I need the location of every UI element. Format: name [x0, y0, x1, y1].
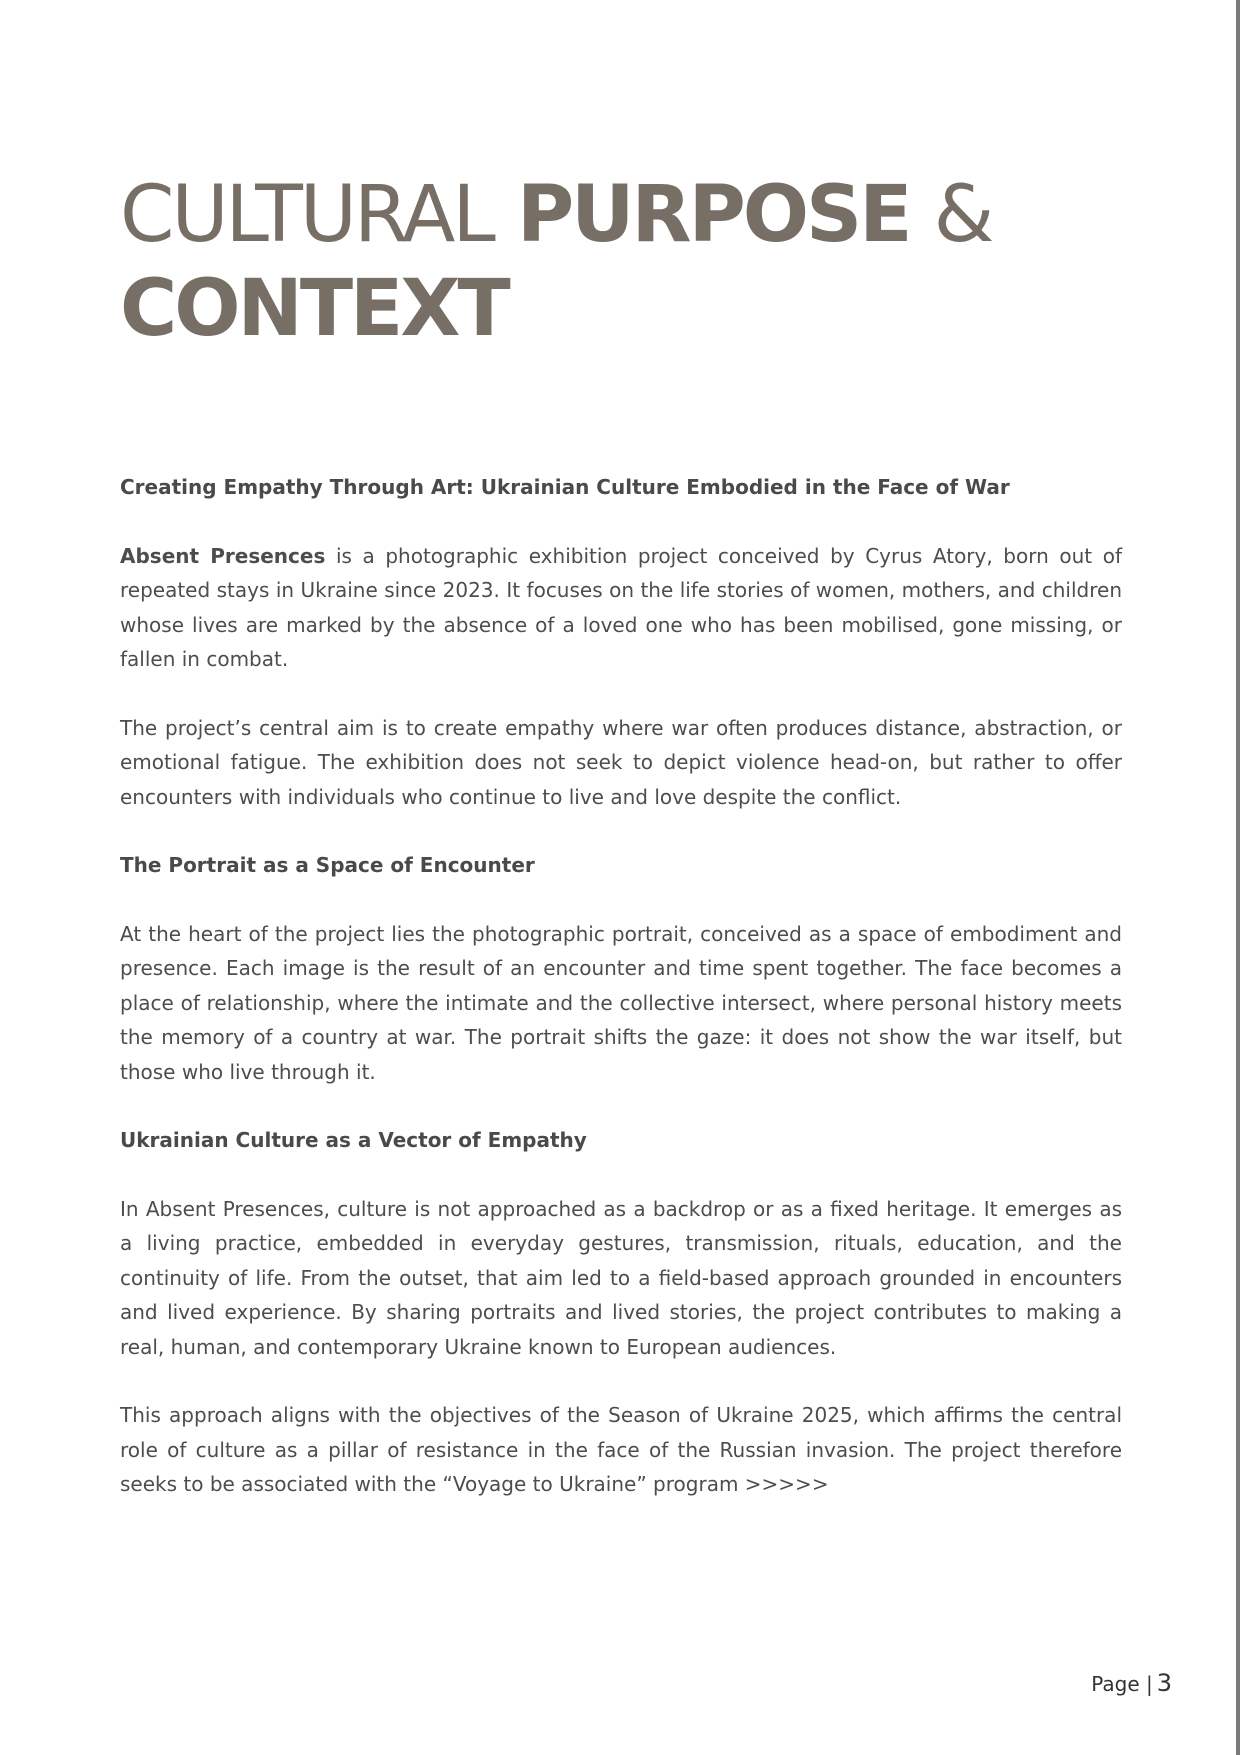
paragraph-intro-text: is a photographic exhibition project conceived by Cyrus Atory, born out of repeated stays in Ukraine since 2023. It focuses on the life stories of women, mothers, and children whose lives are marked by the absence of a loved one who has been mobilised, gone missing, or fallen in combat.	[120, 543, 1122, 671]
page-number	[1091, 1668, 1172, 1699]
paragraph-aim: The project’s central aim is to create empathy where war often produces distance, abstraction, or emotional fatigue. The exhibition does not seek to depict violence head-on, but rather to offer encounters with individuals who continue to live and love despite the conflict.	[120, 715, 1122, 809]
page-edge	[1236, 0, 1240, 1755]
paragraph-season: This approach aligns with the objectives of the Season of Ukraine 2025, which affirms the central role of culture as a pillar of resistance in the face of the Russian invasion. The project therefore seeks to be associated with the “Voyage to Ukraine” program >>>>>	[120, 1403, 1122, 1496]
body-content	[120, 470, 1122, 1536]
section-heading-culture: Ukrainian Culture as a Vector of Empathy	[120, 1128, 587, 1152]
paragraph-intro	[120, 539, 1122, 677]
title-word-cultural: CULTURAL	[120, 170, 493, 260]
title-ampersand: &	[933, 170, 992, 260]
title-word-context: CONTEXT	[120, 264, 508, 354]
page-label: Page |	[1091, 1672, 1153, 1696]
page-number-value: 3	[1156, 1669, 1172, 1697]
project-name: Absent Presences	[120, 543, 326, 568]
section-heading-empathy: Creating Empathy Through Art: Ukrainian Culture Embodied in the Face of War	[120, 475, 1010, 499]
paragraph-culture: In Absent Presences, culture is not approached as a backdrop or as a fixed heritage. It emerges as a living practice, embedded in everyday gestures, transmission, rituals, education, and the continuity of life. From the outset, that aim led to a field-based approach grounded in encounters and lived experience. By sharing portraits and lived stories, the project contributes to making a real, human, and contemporary Ukraine known to European audiences.	[120, 1196, 1122, 1359]
title-word-purpose: PURPOSE	[517, 170, 910, 260]
page-title	[120, 168, 1120, 356]
section-heading-portrait: The Portrait as a Space of Encounter	[120, 853, 535, 877]
paragraph-portrait: At the heart of the project lies the photographic portrait, conceived as a space of embodiment and presence. Each image is the result of an encounter and time spent together. The face becomes a place of relationship, where the intimate and the collective intersect, where personal history meets the memory of a country at war. The portrait shifts the gaze: it does not show the war itself, but those who live through it.	[120, 921, 1122, 1084]
